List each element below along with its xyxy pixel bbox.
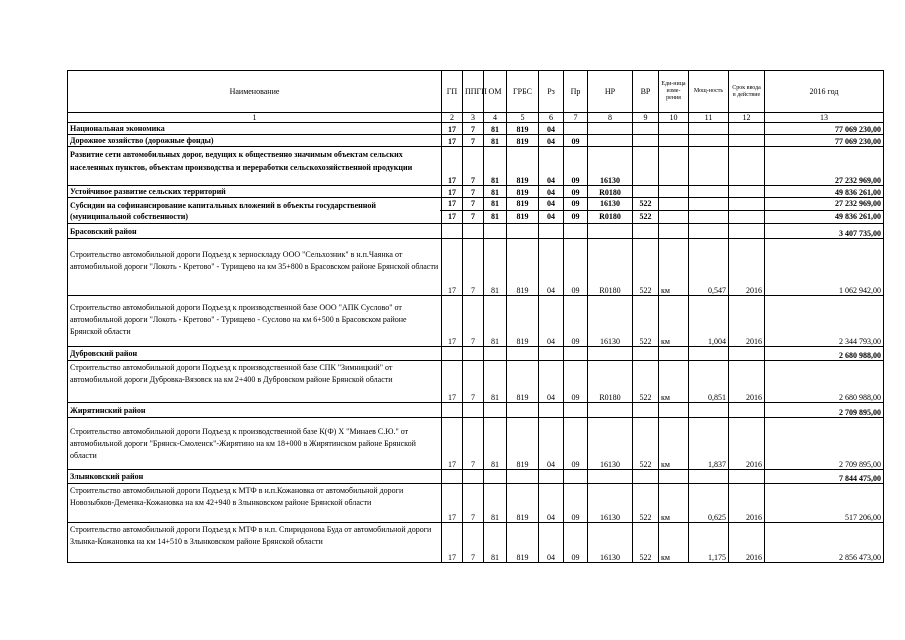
cell-power <box>689 135 729 147</box>
cell-nr: 16130 <box>600 199 620 208</box>
index-cell: 3 <box>463 113 484 123</box>
cell-om: 81 <box>484 147 507 186</box>
cell-unit: км <box>659 239 689 296</box>
district-row <box>68 403 884 418</box>
cell-amount: 517 206,00 <box>765 484 884 523</box>
table-row <box>68 418 884 470</box>
cell-nr: R0180 <box>588 186 633 198</box>
budget-table-sheet <box>67 70 884 563</box>
cell-vr <box>633 186 659 198</box>
district-row <box>68 347 884 361</box>
cell-pr: 09 <box>564 418 588 470</box>
cell-nr: R0180 <box>588 239 633 296</box>
table-row <box>68 239 884 296</box>
cell-amount: 77 069 230,00 <box>765 135 884 147</box>
cell-nr: 16130 <box>588 484 633 523</box>
cell-grbs: 819 <box>505 210 540 223</box>
cell-om: 81 <box>484 186 507 198</box>
cell-pr: 09 <box>564 523 588 563</box>
table-row <box>68 198 884 224</box>
cell-grbs: 819 <box>516 199 529 208</box>
cell-om: 81 <box>484 123 507 135</box>
cell-nr: 16130 <box>588 418 633 470</box>
cell-nr <box>588 123 633 135</box>
cell-term: 2016 <box>729 523 765 563</box>
cell-gp: 17 <box>442 418 463 470</box>
cell-term <box>729 147 765 186</box>
cell-power: 0,547 <box>689 239 729 296</box>
index-row <box>68 113 884 123</box>
cell-om: 81 <box>484 239 507 296</box>
cell-nr <box>588 135 633 147</box>
district-name: Дубровский район <box>68 347 442 361</box>
row-name: Строительство автомобильной дороги Подъезд к производственной базе СПК "Зимницкий" от автомобильной дороги Дубровка-Вязовск на км 2+400 в Дубровском районе Брянской области <box>68 361 442 403</box>
table-row <box>68 523 884 563</box>
cell-amount: 2 709 895,00 <box>765 418 884 470</box>
index-cell: 5 <box>507 113 539 123</box>
index-cell: 12 <box>729 113 765 123</box>
cell-rz: 04 <box>547 199 555 208</box>
header-gp: ГП <box>442 71 463 113</box>
row-name: Строительство автомобильной дороги Подъезд к производственной базе К(Ф) Х "Минаев С.Ю." от автомобильной дороги "Брянск-Смоленск"-Жирятино на км 18+000 в Жирятинском районе Брянской области <box>68 418 442 470</box>
cell-pr: 09 <box>564 361 588 403</box>
cell-power <box>689 147 729 186</box>
cell-unit: км <box>659 523 689 563</box>
cell-power: 1,004 <box>689 296 729 347</box>
table-row <box>68 186 884 198</box>
cell-term <box>729 135 765 147</box>
row-name: Строительство автомобильной дороги Подъезд к МТФ в н.п.Кожановка от автомобильной дороги Новозыбков-Деменка-Кожановка на км 42+940 в Злынковском районе Брянской области <box>68 484 442 523</box>
index-cell: 7 <box>564 113 588 123</box>
cell-ppgp: 7 <box>463 418 484 470</box>
cell-ppgp: 7 <box>463 135 484 147</box>
cell-power <box>689 123 729 135</box>
cell-gp: 17 <box>448 199 456 208</box>
district-row <box>68 224 884 239</box>
cell-term: 2016 <box>729 418 765 470</box>
cell-vr: 522 <box>633 418 659 470</box>
index-cell: 9 <box>633 113 659 123</box>
cell-pr: 09 <box>562 210 589 223</box>
cell-pr: 09 <box>564 147 588 186</box>
cell-unit: км <box>659 418 689 470</box>
cell-nr: 16130 <box>588 147 633 186</box>
cell-ppgp: 7 <box>463 186 484 198</box>
row-name: Развитие сети автомобильных дорог, ведущих к общественно значимым объектам сельских населенных пунктов, объектам производства и переработки сельскохозяйственной продукции <box>68 147 442 186</box>
header-om: ОМ <box>484 71 507 113</box>
header-power: Мощ-ность <box>689 71 729 113</box>
header-row <box>68 71 884 113</box>
cell-ppgp: 7 <box>461 210 485 223</box>
cell-pr: 09 <box>564 239 588 296</box>
cell-om: 81 <box>484 361 507 403</box>
cell-rz: 04 <box>539 186 564 198</box>
cell-om: 81 <box>484 523 507 563</box>
cell-om: 81 <box>482 210 508 223</box>
cell-grbs: 819 <box>507 135 539 147</box>
cell-amount: 49 836 261,00 <box>765 186 884 198</box>
cell-pr: 09 <box>564 135 588 147</box>
cell-power <box>689 186 729 198</box>
header-nr: НР <box>588 71 633 113</box>
cell-gp: 17 <box>442 135 463 147</box>
cell-amount: 2 680 988,00 <box>765 361 884 403</box>
header-name: Наименование <box>68 71 442 113</box>
cell-power: 1,175 <box>689 523 729 563</box>
cell-unit <box>659 147 689 186</box>
cell-rz: 04 <box>539 135 564 147</box>
row-name: Субсидии на софинансирование капитальных вложений в объекты государственной (муниципальной собственности) <box>68 198 442 224</box>
header-grbs: ГРБС <box>507 71 539 113</box>
budget-table <box>67 70 884 563</box>
cell-power: 1,837 <box>689 418 729 470</box>
index-cell: 8 <box>588 113 633 123</box>
row-name: Дорожное хозяйство (дорожные фонды) <box>68 135 442 147</box>
cell-vr <box>633 147 659 186</box>
cell-rz: 04 <box>537 210 565 223</box>
cell-grbs: 819 <box>507 123 539 135</box>
table-row <box>68 123 884 135</box>
cell-ppgp: 7 <box>463 147 484 186</box>
cell-nr: R0180 <box>588 361 633 403</box>
table-row <box>68 361 884 403</box>
cell-amount: 3 407 735,00 <box>765 224 884 239</box>
cell-amount: 2 856 473,00 <box>765 523 884 563</box>
cell-ppgp: 7 <box>463 361 484 403</box>
row-name: Национальная экономика <box>68 123 442 135</box>
index-cell: 13 <box>765 113 884 123</box>
cell-nr: 16130 <box>588 523 633 563</box>
table-row <box>68 147 884 186</box>
cell-amount: 49 836 261,00 <box>765 210 883 223</box>
cell-rz: 04 <box>539 239 564 296</box>
cell-om: 81 <box>484 418 507 470</box>
cell-gp: 17 <box>442 361 463 403</box>
cell-om: 81 <box>484 135 507 147</box>
cell-grbs: 819 <box>507 361 539 403</box>
row-name: Устойчивое развитие сельских территорий <box>68 186 442 198</box>
table-row <box>68 296 884 347</box>
cell-ppgp: 7 <box>463 296 484 347</box>
cell-pr: 09 <box>564 484 588 523</box>
header-unit: Еди-ница изме-рения <box>659 71 689 113</box>
table-row <box>68 135 884 147</box>
cell-om: 81 <box>491 199 499 208</box>
cell-gp: 17 <box>442 239 463 296</box>
header-ppgp: ППГП <box>463 71 484 113</box>
district-name: Брасовский район <box>68 224 442 239</box>
index-cell: 2 <box>442 113 463 123</box>
cell-term <box>729 186 765 198</box>
table-row <box>68 484 884 523</box>
cell-pr: 09 <box>571 199 580 208</box>
cell-rz: 04 <box>539 361 564 403</box>
index-cell: 4 <box>484 113 507 123</box>
header-vr: ВР <box>633 71 659 113</box>
cell-amount: 7 844 475,00 <box>765 470 884 484</box>
cell-power: 0,625 <box>689 484 729 523</box>
row-name: Строительство автомобильной дороги Подъезд к производственной базе ООО "АПК Суслово" от автомобильной дороги "Локоть - Кретово" - Турищево - Суслово на км 6+500 в Брасовском районе Брянской области <box>68 296 442 347</box>
cell-amount: 2 680 988,00 <box>765 347 884 361</box>
cell-vr <box>633 123 659 135</box>
cell-gp: 17 <box>442 484 463 523</box>
cell-grbs: 819 <box>507 239 539 296</box>
district-row <box>68 470 884 484</box>
cell-rz: 04 <box>539 484 564 523</box>
cell-term <box>729 123 765 135</box>
cell-term: 2016 <box>729 296 765 347</box>
cell-om: 81 <box>484 484 507 523</box>
cell-unit <box>659 123 689 135</box>
cell-rz: 04 <box>539 147 564 186</box>
cell-rz: 04 <box>539 418 564 470</box>
cell-unit <box>659 186 689 198</box>
cell-gp: 17 <box>442 186 463 198</box>
cell-unit <box>659 135 689 147</box>
cell-gp: 17 <box>442 147 463 186</box>
cell-grbs: 819 <box>507 484 539 523</box>
index-cell: 10 <box>659 113 689 123</box>
cell-ppgp: 7 <box>471 199 475 208</box>
cell-ppgp: 7 <box>463 123 484 135</box>
cell-amount: 1 062 942,00 <box>765 239 884 296</box>
row-name: Строительство автомобильной дороги Подъезд к зерноскладу ООО "Сельхозник" в н.п.Чаянка от автомобильной дороги "Локоть - Кретово" - Турищево на км 35+800 в Брасовском районе Брянской области <box>68 239 442 296</box>
cell-pr <box>564 123 588 135</box>
cell-vr: 522 <box>633 484 659 523</box>
cell-grbs: 819 <box>507 147 539 186</box>
cell-grbs: 819 <box>507 186 539 198</box>
cell-amount: 27 232 969,00 <box>765 147 884 186</box>
cell-ppgp: 7 <box>463 523 484 563</box>
cell-ppgp: 7 <box>463 484 484 523</box>
cell-gp: 17 <box>440 210 464 223</box>
cell-gp: 17 <box>442 123 463 135</box>
cell-nr: 16130 <box>588 296 633 347</box>
district-name: Жирятинский район <box>68 403 442 418</box>
cell-rz: 04 <box>539 123 564 135</box>
cell-grbs: 819 <box>507 296 539 347</box>
district-name: Злынковский район <box>68 470 442 484</box>
cell-om: 81 <box>484 296 507 347</box>
cell-vr <box>633 135 659 147</box>
cell-nr: R0180 <box>586 210 634 223</box>
cell-amount: 2 709 895,00 <box>765 403 884 418</box>
cell-grbs: 819 <box>507 523 539 563</box>
cell-gp: 17 <box>442 296 463 347</box>
cell-amount: 2 344 793,00 <box>765 296 884 347</box>
index-cell: 11 <box>689 113 729 123</box>
cell-vr: 522 <box>633 523 659 563</box>
cell-pr: 09 <box>564 186 588 198</box>
index-cell: 6 <box>539 113 564 123</box>
cell-gp: 17 <box>442 523 463 563</box>
cell-term: 2016 <box>729 239 765 296</box>
cell-amount: 77 069 230,00 <box>765 123 884 135</box>
cell-term: 2016 <box>729 361 765 403</box>
cell-term: 2016 <box>729 484 765 523</box>
cell-power: 0,851 <box>689 361 729 403</box>
cell-vr: 522 <box>633 239 659 296</box>
cell-pr: 09 <box>564 296 588 347</box>
cell-unit: км <box>659 361 689 403</box>
row-name: Строительство автомобильной дороги Подъезд к МТФ в н.п. Спиридонова Буда от автомобильной дороги Злынка-Кожановка на км 14+510 в Злынковском районе Брянской области <box>68 523 442 563</box>
cell-unit: км <box>659 296 689 347</box>
cell-vr: 522 <box>631 210 660 223</box>
cell-rz: 04 <box>539 296 564 347</box>
cell-vr: 522 <box>639 199 652 208</box>
header-term: Срок ввода в действие <box>729 71 765 113</box>
cell-ppgp: 7 <box>463 239 484 296</box>
header-year: 2016 год <box>765 71 884 113</box>
cell-unit: км <box>659 484 689 523</box>
cell-amount: 27 232 969,00 <box>835 199 881 208</box>
cell-grbs: 819 <box>507 418 539 470</box>
header-rz: Рз <box>539 71 564 113</box>
cell-vr: 522 <box>633 296 659 347</box>
header-pr: Пр <box>564 71 588 113</box>
cell-rz: 04 <box>539 523 564 563</box>
index-cell: 1 <box>68 113 442 123</box>
cell-vr: 522 <box>633 361 659 403</box>
